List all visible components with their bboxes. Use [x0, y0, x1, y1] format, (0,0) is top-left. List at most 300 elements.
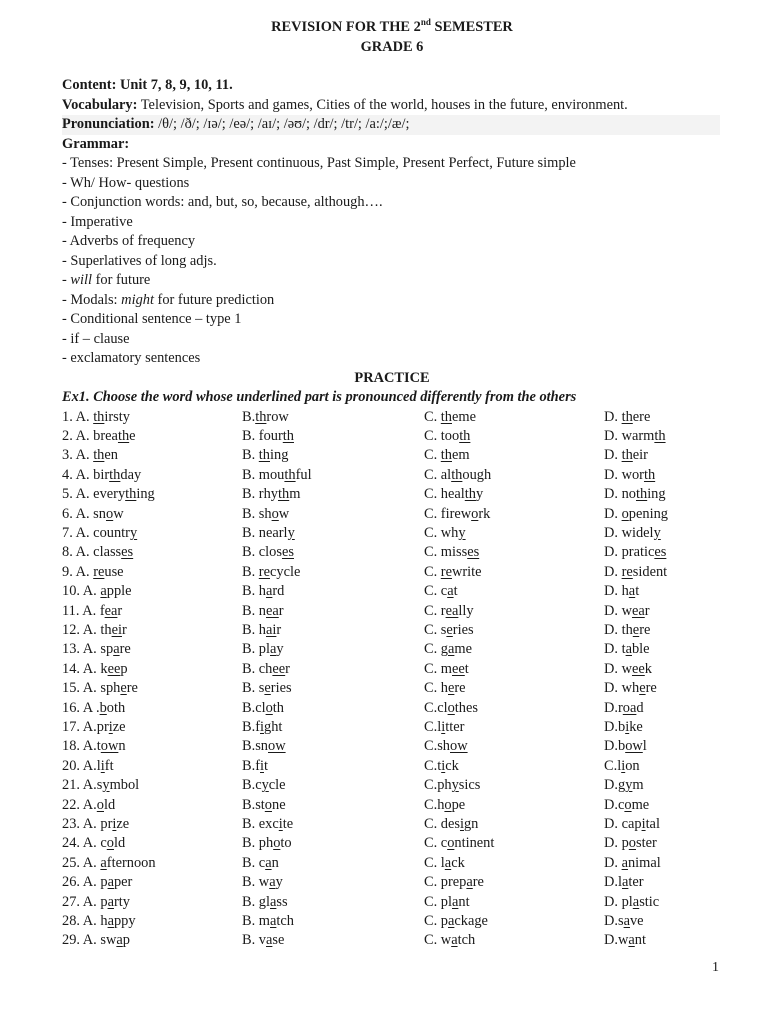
text-segment: 11. A. f	[62, 602, 105, 619]
option-c	[424, 408, 604, 427]
vocabulary-label: Vocabulary:	[62, 96, 138, 113]
option-c	[424, 466, 604, 485]
option-d	[604, 931, 722, 950]
text-segment: C. prep	[424, 874, 467, 891]
grammar-item	[62, 310, 722, 330]
underlined-part: th	[282, 427, 294, 444]
option-a	[62, 485, 242, 504]
underlined-part: th	[459, 427, 471, 444]
text-segment: rty	[113, 893, 130, 910]
text-segment: - Wh/ How- questions	[62, 174, 190, 191]
text-segment: C.h	[424, 796, 445, 813]
option-c	[424, 854, 604, 873]
text-segment: B. four	[242, 427, 283, 444]
option-d	[604, 718, 722, 737]
option-d	[604, 563, 722, 582]
underlined-part: i	[621, 757, 626, 774]
vocabulary-line	[62, 96, 722, 116]
text-segment: nt	[634, 932, 646, 949]
text-segment: ppy	[113, 913, 136, 930]
text-segment: 1. A.	[62, 408, 94, 425]
text-segment: D. w	[604, 602, 632, 619]
exercise-instruction-text: Choose the word whose underlined part is pronounced differently from the others	[89, 389, 577, 405]
text-segment: B. w	[242, 874, 270, 891]
document-title	[62, 18, 722, 38]
text-segment: cle	[268, 777, 286, 794]
underlined-part: ee	[107, 660, 121, 677]
text-segment: B. h	[242, 621, 266, 638]
underlined-part: a	[447, 583, 454, 600]
text-segment: D. pratic	[604, 544, 655, 561]
option-b	[242, 931, 424, 950]
underlined-part: th	[277, 486, 290, 503]
option-b	[242, 466, 424, 485]
option-b	[242, 427, 424, 446]
text-segment: - Conjunction words: and, but, so, because, although….	[62, 194, 383, 210]
text-segment: re	[126, 680, 138, 697]
underlined-part: o	[621, 505, 629, 522]
text-segment: 14. A. k	[62, 660, 108, 677]
text-segment: D. pl	[604, 893, 633, 910]
grammar-item	[62, 252, 722, 272]
underlined-part: i	[260, 757, 264, 774]
text-segment: ries	[270, 680, 292, 697]
text-segment: D. wh	[604, 680, 640, 697]
underlined-part: th	[117, 427, 130, 444]
text-segment: ne	[272, 796, 286, 813]
grammar-item	[62, 330, 722, 350]
text-segment: D. no	[604, 486, 636, 503]
grammar-item	[62, 271, 722, 291]
text-segment: ries	[452, 621, 474, 638]
grade-title: GRADE 6	[360, 38, 424, 55]
option-d	[604, 543, 722, 562]
underlined-part: a	[623, 913, 630, 930]
text-segment: w	[278, 505, 290, 522]
underlined-part: a	[116, 932, 123, 949]
text-segment: B. nearl	[242, 524, 288, 541]
text-segment: B.sn	[242, 738, 268, 755]
text-segment: thes	[454, 699, 478, 716]
exercise-label: Ex1.	[62, 389, 90, 405]
text-segment: B. exc	[242, 816, 279, 833]
text-segment: rd	[272, 583, 285, 600]
underlined-part: a	[107, 913, 114, 930]
spacer	[62, 57, 722, 76]
text-segment: re	[119, 641, 131, 658]
text-segment: B. ch	[242, 660, 273, 677]
text-segment: rk	[478, 505, 491, 522]
text-segment: B. m	[242, 913, 270, 930]
option-d	[604, 408, 722, 427]
text-segment: re	[639, 621, 651, 638]
underlined-part: th	[109, 466, 121, 483]
text-segment: ght	[264, 719, 283, 735]
text-segment: pe	[451, 796, 466, 813]
underlined-part: a	[621, 854, 628, 871]
option-a	[62, 427, 242, 446]
text-segment: p	[122, 932, 130, 949]
option-b	[242, 699, 424, 718]
text-segment: y	[276, 641, 284, 658]
option-c	[424, 446, 604, 465]
text-segment: 8. A. class	[62, 544, 122, 561]
option-c	[424, 815, 604, 834]
option-b	[242, 776, 424, 795]
text-segment: -	[62, 272, 71, 288]
underlined-part: re	[621, 563, 633, 580]
underlined-part: es	[467, 544, 480, 561]
underlined-part: ee	[452, 660, 465, 677]
option-d	[604, 699, 722, 718]
underlined-part: th	[440, 408, 452, 425]
text-segment: lly	[458, 602, 474, 619]
underlined-part: y	[129, 524, 138, 541]
option-c	[424, 718, 604, 737]
underlined-part: i	[112, 816, 117, 833]
option-a	[62, 873, 242, 892]
underlined-part: o	[273, 835, 281, 852]
text-segment: k	[644, 660, 652, 677]
text-segment: ze	[116, 816, 130, 833]
option-b	[242, 718, 424, 737]
option-a	[62, 660, 242, 679]
option-a	[62, 931, 242, 950]
underlined-part: th	[440, 447, 452, 464]
underlined-part: i	[441, 757, 446, 774]
text-segment: r	[121, 621, 127, 638]
option-a	[62, 737, 242, 756]
underlined-part: a	[451, 932, 458, 949]
underlined-part: a	[266, 932, 273, 949]
option-d	[604, 912, 722, 931]
underlined-part: th	[635, 486, 648, 503]
text-segment: C.sh	[424, 738, 450, 755]
underlined-part: y	[287, 524, 295, 541]
text-segment: D. t	[604, 641, 626, 658]
underlined-part: oa	[622, 699, 637, 716]
text-segment: 10. A.	[62, 583, 101, 600]
underlined-part: y	[102, 777, 110, 794]
text-segment: 5. A. every	[62, 486, 126, 503]
underlined-part: th	[654, 427, 666, 444]
underlined-part: y	[261, 777, 269, 794]
option-a	[62, 563, 242, 582]
text-segment: t	[464, 660, 469, 677]
text-segment: B. c	[242, 854, 266, 871]
text-segment: ster	[636, 835, 657, 852]
text-segment: to	[280, 835, 292, 852]
text-segment: ntinent	[454, 835, 495, 852]
text-segment: em	[452, 447, 470, 464]
option-c	[424, 505, 604, 524]
text-segment: D.c	[604, 796, 625, 813]
option-a	[62, 718, 242, 737]
italic-text: might	[121, 291, 154, 308]
text-segment: 9. A.	[62, 563, 94, 580]
text-segment: B. mou	[242, 466, 285, 483]
text-segment: e	[129, 427, 136, 444]
underlined-part: i	[260, 719, 264, 735]
underlined-part: o	[271, 505, 279, 522]
option-b	[242, 757, 424, 776]
option-d	[604, 621, 722, 640]
text-segment: pening	[628, 505, 668, 522]
text-segment: D. cap	[604, 816, 642, 833]
underlined-part: a	[625, 641, 632, 658]
option-c	[424, 621, 604, 640]
text-segment: 25. A.	[62, 854, 101, 871]
underlined-part: a	[265, 854, 272, 871]
text-segment: ck	[451, 854, 465, 871]
underlined-part: re	[258, 563, 270, 580]
text-segment: te	[282, 816, 294, 833]
option-c	[424, 931, 604, 950]
text-segment: ter	[628, 874, 644, 891]
text-segment: y	[275, 874, 283, 891]
practice-heading: PRACTICE	[354, 369, 430, 386]
option-d	[604, 602, 722, 621]
text-segment: oth	[106, 699, 126, 716]
underlined-part: ee	[631, 660, 645, 677]
text-segment: use	[104, 563, 124, 580]
text-segment: B. n	[242, 602, 266, 619]
option-c	[424, 699, 604, 718]
text-segment: 15. A. sph	[62, 680, 121, 697]
text-segment: - Tenses: Present Simple, Present continuous, Past Simple, Present Perfect, Future simple	[62, 155, 576, 171]
text-segment: ve	[629, 913, 644, 930]
italic-text: will	[70, 272, 92, 288]
text-segment: me	[631, 796, 650, 813]
underlined-part: th	[255, 408, 267, 425]
underlined-part: th	[93, 447, 105, 464]
option-b	[242, 524, 424, 543]
option-a	[62, 466, 242, 485]
text-segment: l	[642, 738, 647, 755]
text-segment: B.st	[242, 796, 265, 813]
option-d	[604, 582, 722, 601]
option-c	[424, 543, 604, 562]
underlined-part: a	[100, 854, 107, 871]
text-segment: 3. A.	[62, 447, 94, 464]
underlined-part: o	[265, 699, 273, 716]
underlined-part: ee	[272, 660, 286, 677]
option-c	[424, 757, 604, 776]
text-segment: ke	[629, 719, 643, 735]
text-segment: 4. A. bir	[62, 466, 110, 483]
text-segment: p	[120, 660, 128, 677]
underlined-part: i	[641, 816, 646, 833]
text-segment: C. c	[424, 583, 448, 600]
text-segment: re	[645, 680, 657, 697]
text-segment: per	[113, 874, 133, 891]
text-segment: B.	[242, 563, 259, 580]
option-b	[242, 563, 424, 582]
text-segment: C.ph	[424, 777, 452, 794]
underlined-part: ea	[266, 602, 279, 619]
text-segment: n	[271, 854, 279, 871]
text-segment: - exclamatory sentences	[62, 350, 201, 366]
text-segment: ful	[295, 466, 312, 483]
text-segment: D. w	[604, 660, 632, 677]
option-d	[604, 776, 722, 795]
underlined-part: y	[451, 777, 459, 794]
text-segment: 18. A.t	[62, 738, 101, 755]
underlined-part: a	[452, 893, 459, 910]
text-segment: D.	[604, 563, 622, 580]
underlined-part: a	[622, 874, 629, 891]
option-a	[62, 543, 242, 562]
text-segment: C.l	[424, 719, 442, 735]
text-segment: B. s	[242, 680, 265, 697]
text-segment: th	[272, 699, 284, 716]
option-c	[424, 582, 604, 601]
underlined-part: a	[107, 874, 114, 891]
option-d	[604, 660, 722, 679]
text-segment: nimal	[627, 854, 661, 871]
text-segment: se	[272, 932, 285, 949]
text-segment: C. s	[424, 621, 447, 638]
option-b	[242, 854, 424, 873]
text-segment: re	[454, 680, 466, 697]
text-segment: C. l	[424, 854, 445, 871]
text-segment: C. p	[424, 913, 448, 930]
underlined-part: o	[444, 796, 452, 813]
text-segment: B. pl	[242, 641, 270, 658]
text-segment: cycle	[269, 563, 301, 580]
text-segment: - Adverbs of frequency	[62, 233, 196, 249]
option-c	[424, 912, 604, 931]
text-segment: B. gl	[242, 893, 270, 910]
underlined-part: o	[628, 835, 636, 852]
option-b	[242, 446, 424, 465]
underlined-part: y	[653, 524, 661, 541]
text-segment: stic	[639, 893, 660, 910]
text-segment: B. v	[242, 932, 266, 949]
underlined-part: o	[447, 835, 455, 852]
grammar-item	[62, 193, 722, 213]
text-segment: 27. A. p	[62, 893, 108, 910]
pronunciation-line	[62, 115, 720, 135]
pronunciation-text: /θ/; /ð/; /ɪə/; /eə/; /aɪ/; /əʊ/; /dr/; /tr/; /a:/;/æ/;	[154, 116, 410, 132]
text-segment: C.cl	[424, 699, 448, 716]
text-segment: gn	[463, 816, 479, 833]
text-segment: sident	[632, 563, 668, 580]
text-segment: ough	[462, 466, 492, 483]
text-segment: B.	[242, 408, 256, 425]
text-segment: C. wh	[424, 524, 459, 541]
option-a	[62, 699, 242, 718]
underlined-part: th	[284, 466, 296, 483]
grammar-item	[62, 174, 722, 194]
text-segment: D.	[604, 408, 622, 425]
grammar-item	[62, 349, 722, 369]
option-d	[604, 679, 722, 698]
text-segment: fternoon	[106, 854, 156, 871]
underlined-part: o	[106, 835, 114, 852]
text-segment: B. ph	[242, 835, 274, 852]
text-segment: 28. A. h	[62, 913, 108, 930]
text-segment: 2. A. brea	[62, 427, 118, 444]
text-segment: C. h	[424, 680, 448, 697]
underlined-part: th	[464, 486, 476, 503]
text-segment: D.w	[604, 932, 629, 949]
text-segment: re	[472, 874, 484, 891]
option-d	[604, 757, 722, 776]
text-segment: B.cl	[242, 699, 266, 716]
option-c	[424, 640, 604, 659]
text-segment: t	[453, 583, 458, 600]
text-segment: eme	[452, 408, 476, 425]
text-segment: D.s	[604, 913, 624, 930]
text-segment: C. too	[424, 427, 460, 444]
page-number: 1	[712, 960, 719, 975]
text-segment: D.l	[604, 874, 622, 891]
option-b	[242, 815, 424, 834]
text-segment: m	[632, 777, 644, 794]
option-c	[424, 873, 604, 892]
text-segment: ing	[136, 486, 155, 503]
text-segment: r	[644, 602, 650, 619]
text-segment: D.g	[604, 777, 626, 794]
text-segment: C. des	[424, 816, 460, 833]
text-segment: ing	[270, 447, 289, 464]
option-a	[62, 602, 242, 621]
option-b	[242, 621, 424, 640]
underlined-part: th	[258, 447, 270, 464]
vocabulary-text: Television, Sports and games, Cities of the world, houses in the future, environment.	[137, 96, 628, 113]
option-c	[424, 776, 604, 795]
underlined-part: th	[451, 466, 463, 483]
text-segment: C.l	[604, 757, 622, 774]
underlined-part: i	[441, 719, 446, 735]
text-segment: C. firew	[424, 505, 472, 522]
underlined-part: o	[96, 796, 104, 813]
option-c	[424, 679, 604, 698]
text-segment: ft	[104, 757, 114, 774]
text-segment: C. c	[424, 835, 448, 852]
option-c	[424, 796, 604, 815]
title-prefix: REVISION FOR THE 2	[271, 19, 421, 35]
text-segment: ze	[112, 719, 126, 735]
underlined-part: o	[105, 505, 114, 522]
option-a	[62, 640, 242, 659]
option-d	[604, 505, 722, 524]
underlined-part: ea	[631, 602, 645, 619]
underlined-part: th	[643, 466, 656, 483]
option-c	[424, 602, 604, 621]
option-a	[62, 757, 242, 776]
option-c	[424, 660, 604, 679]
text-segment: for future	[91, 272, 151, 288]
underlined-part: o	[447, 699, 455, 716]
grammar-item	[62, 232, 722, 252]
text-segment: C. miss	[424, 544, 468, 561]
text-segment: B. sh	[242, 505, 272, 522]
underlined-part: es	[121, 544, 134, 561]
text-segment: row	[266, 408, 289, 425]
underlined-part: a	[266, 583, 273, 600]
text-segment: eir	[632, 447, 648, 464]
underlined-part: e	[446, 621, 453, 638]
underlined-part: b	[99, 699, 107, 716]
underlined-part: es	[281, 544, 294, 561]
text-segment: on	[625, 757, 640, 774]
option-a	[62, 524, 242, 543]
text-segment: 13. A. sp	[62, 641, 114, 658]
underlined-part: a	[632, 893, 640, 910]
option-d	[604, 427, 722, 446]
